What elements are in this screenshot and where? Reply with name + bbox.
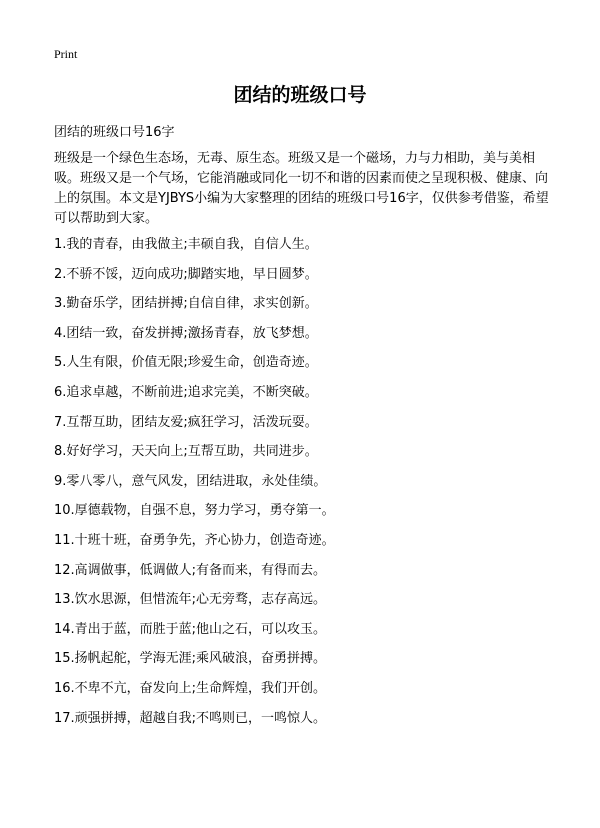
slogan-item: 9.零八零八，意气风发，团结进取，永处佳绩。: [54, 473, 327, 489]
slogan-item: 6.追求卓越，不断前进;追求完美，不断突破。: [54, 384, 318, 400]
intro-paragraph: 班级是一个绿色生态场，无毒、原生态。班级又是一个磁场，力与力相助，美与美相吸。班级又是一个气场，它能消融或同化一切不和谐的因素而使之呈现积极、健康、向上的氛围。本文是YJBYS小编为大家整理的团结的班级口号16字，仅供参考借鉴，希望可以帮助到大家。: [54, 151, 549, 226]
slogan-item: 10.厚德载物，自强不息，努力学习，勇夺第一。: [54, 503, 335, 519]
slogan-item: 7.互帮互助，团结友爱;疯狂学习，活泼玩耍。: [54, 414, 318, 430]
slogan-item: 4.团结一致，奋发拼搏;激扬青春，放飞梦想。: [54, 325, 318, 341]
slogan-list: [54, 236, 335, 739]
slogan-item: 8.好好学习，天天向上;互帮互助，共同进步。: [54, 444, 318, 460]
slogan-item: 12.高调做事，低调做人;有备而来，有得而去。: [54, 562, 327, 578]
slogan-item: 1.我的青春，由我做主;丰硕自我，自信人生。: [54, 237, 318, 252]
slogan-item: 17.顽强拼搏，超越自我;不鸣则已，一鸣惊人。: [54, 710, 327, 726]
article-subtitle: 团结的班级口号16字: [54, 125, 175, 140]
print-link[interactable]: Print: [54, 47, 78, 61]
slogan-item: 3.勤奋乐学，团结拼搏;自信自律，求实创新。: [54, 296, 318, 312]
page-title: 团结的班级口号: [233, 84, 367, 106]
slogan-item: 5.人生有限，价值无限;珍爱生命，创造奇迹。: [54, 355, 318, 371]
slogan-item: 16.不卑不亢，奋发向上;生命辉煌，我们开创。: [54, 680, 327, 696]
slogan-item: 15.扬帆起舵，学海无涯;乘风破浪，奋勇拼搏。: [54, 651, 327, 667]
slogan-item: 13.饮水思源，但惜流年;心无旁骛，志存高远。: [54, 592, 327, 608]
slogan-item: 2.不骄不馁，迈向成功;脚踏实地，早日圆梦。: [54, 266, 318, 282]
slogan-item: 14.青出于蓝，而胜于蓝;他山之石，可以攻玉。: [54, 621, 327, 637]
slogan-item: 11.十班十班，奋勇争先，齐心协力，创造奇迹。: [54, 532, 335, 548]
